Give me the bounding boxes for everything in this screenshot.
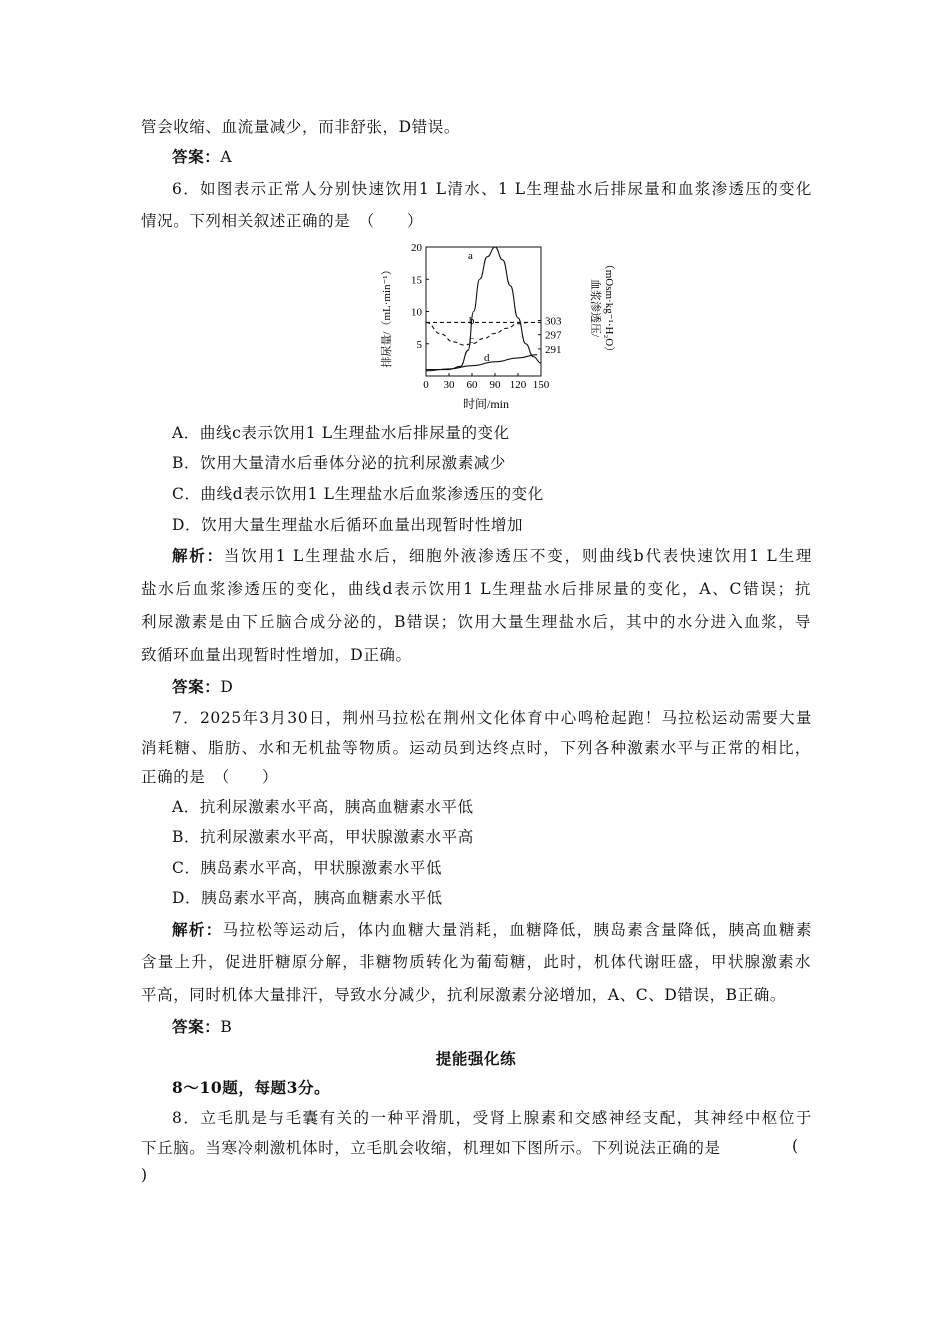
question-7-stem-2: 消耗糖、脂肪、水和无机盐等物质。运动员到达终点时，下列各种激素水平与正常的相比， [141,739,811,757]
y2-tick-label: 303 [545,315,562,328]
y2-tick-label: 291 [545,343,562,356]
curve-label-a: a [468,250,473,262]
option-6b: B．饮用大量清水后垂体分泌的抗利尿激素减少 [172,454,506,472]
explanation-text: 当饮用1 L生理盐水后，细胞外液渗透压不变，则曲线b代表快速饮用1 L生理 [223,547,812,565]
x-tick-label: 90 [489,379,501,391]
y-tick-label: 5 [416,338,422,351]
curve-label-b: b [469,315,475,327]
answer-5 [172,146,812,168]
y-right-label-1: 血浆渗透压/ [589,278,601,338]
question-8-stem: 8．立毛肌是与毛囊有关的一种平滑肌，受肾上腺素和交感神经支配，其神经中枢位于 [172,1109,812,1127]
question-7-stem-3: 正确的是 （ ） [141,768,279,786]
answer-value: D [220,678,234,696]
x-tick-label: 30 [443,379,455,391]
answer-7 [172,1016,812,1038]
explanation-7-2: 含量上升，促进肝糖原分解，非糖物质转化为葡萄糖，此时，机体代谢旺盛，甲状腺激素水 [141,953,811,971]
curve-label-c: c [469,334,474,346]
section-note: 8～10题，每题3分。 [172,1078,331,1097]
y-right-label-2: （mOsm·kg⁻¹·H₂O） [603,258,615,358]
y-tick-label: 20 [411,242,422,254]
x-tick-label: 60 [466,379,478,391]
y2-tick-labels [538,316,562,356]
explanation-6-3: 利尿激素是由下丘脑合成分泌的，B错误；饮用大量生理盐水后，其中的水分进入血浆，导 [141,613,811,631]
option-7d: D．胰岛素水平高，胰高血糖素水平低 [172,889,443,907]
option-6a: A．曲线c表示饮用1 L生理盐水后排尿量的变化 [172,424,510,442]
option-6d: D．饮用大量生理盐水后循环血量出现暂时性增加 [172,516,524,534]
urine-osmolarity-chart [376,236,616,414]
text-line: 管会收缩、血流量减少，而非舒张，D错误。 [141,118,460,136]
y2-tick-label: 297 [545,329,562,342]
question-7-stem: 7．2025年3月30日，荆州马拉松在荆州文化体育中心鸣枪起跑！马拉松运动需要大量 [172,709,812,727]
curve-d [426,355,537,371]
answer-label: 答案： [172,677,221,696]
answer-6 [172,676,812,698]
y-tick-label: 15 [411,274,422,287]
explanation-6-2: 盐水后血浆渗透压的变化，曲线d表示饮用1 L生理盐水后排尿量的变化，A、C错误；抗 [141,580,811,598]
x-tick-label: 0 [423,379,429,391]
option-7a: A．抗利尿激素水平高，胰高血糖素水平低 [172,798,474,816]
section-title: 提能强化练 [435,1049,517,1068]
explanation-7-3: 平高，同时机体大量排汗，导致水分减少，抗利尿激素分泌增加，A、C、D错误，B正确。 [141,986,786,1004]
answer-value: B [220,1018,233,1036]
explanation-7-1 [172,919,812,941]
answer-label: 答案： [172,1017,221,1036]
question-6-stem: 6．如图表示正常人分别快速饮用1 L清水、1 L生理盐水后排尿量和血浆渗透压的变化 [172,180,812,198]
y-left-label: 排尿量/（mL·min⁻¹） [381,264,393,368]
option-6c: C．曲线d表示饮用1 L生理盐水后血浆渗透压的变化 [172,485,544,503]
option-7b: B．抗利尿激素水平高，甲状腺激素水平高 [172,828,474,846]
question-6-stem-2: 情况。下列相关叙述正确的是 （ ） [141,212,424,230]
answer-paren-close: ) [141,1166,148,1184]
explanation-6-4: 致循环血量出现暂时性增加，D正确。 [141,646,412,664]
answer-label: 答案： [172,147,221,166]
x-tick-label: 150 [532,379,550,391]
x-axis-label: 时间/min [462,397,510,411]
explanation-label: 解析： [172,920,223,939]
x-tick-label: 120 [509,379,527,391]
curve-label-d: d [484,352,490,364]
explanation-6-1 [172,545,812,567]
curve-c [426,322,530,345]
y-tick-label: 10 [411,306,422,319]
explanation-text: 马拉松等运动后，体内血糖大量消耗，血糖降低，胰岛素含量降低，胰高血糖素 [222,921,812,939]
question-8-stem-2: 下丘脑。当寒冷刺激机体时，立毛肌会收缩，机理如下图所示。下列说法正确的是 [141,1139,721,1157]
option-7c: C．胰岛素水平高，甲状腺激素水平低 [172,859,443,877]
answer-paren-open: ( [792,1137,799,1155]
explanation-label: 解析： [172,546,224,565]
answer-value: A [220,148,233,166]
